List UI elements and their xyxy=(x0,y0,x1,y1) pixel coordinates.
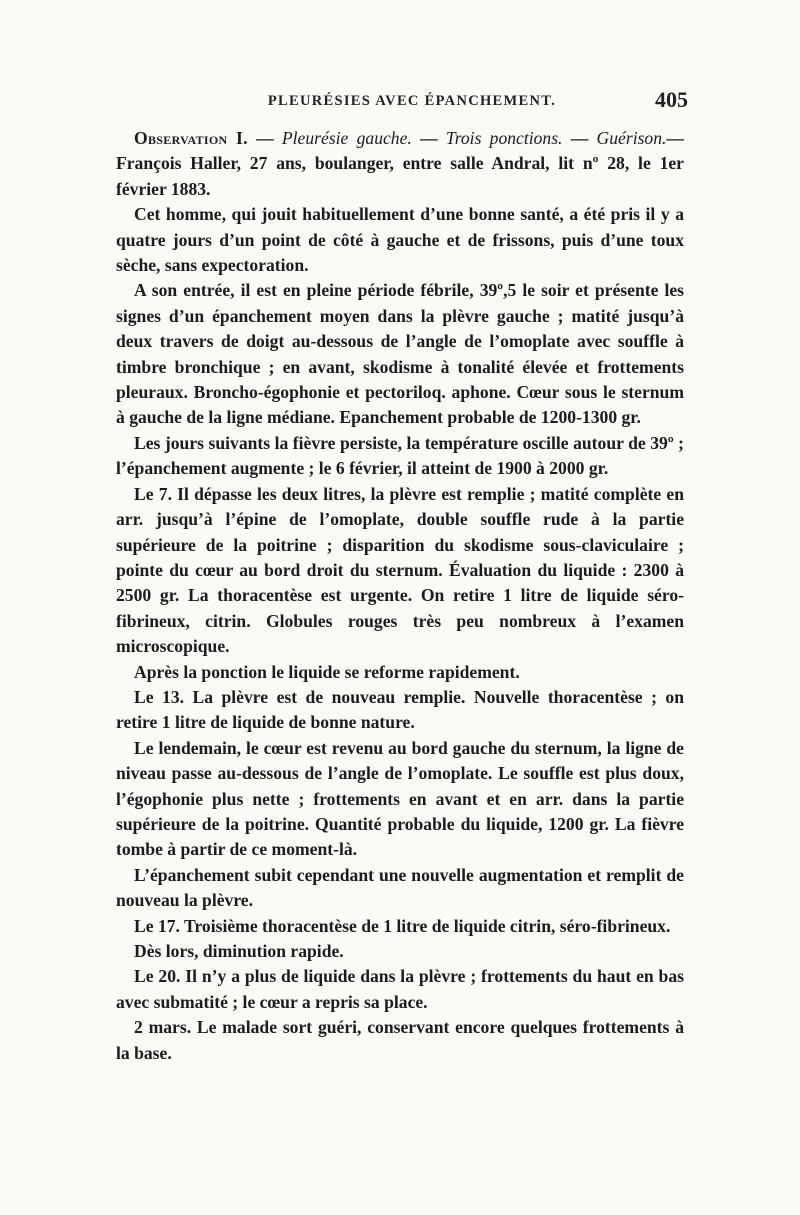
paragraph: Le 17. Troisième thoracentèse de 1 litre de liquide citrin, séro-fibrineux. xyxy=(134,915,671,936)
running-title: PLEURÉSIES AVEC ÉPANCHEMENT. xyxy=(267,93,557,109)
observation-outcome: Guérison. xyxy=(596,128,667,148)
paragraph: Le lendemain, le cœur est revenu au bord gauche du sternum, la ligne de niveau passe au-dessous de l’angle de l’omoplate. Le souffle est plus doux, l’égophonie plus nette ; frottements en avant et en arr. dans la partie supérieure de la poitrine. Quantité probable du liquide, 1200 gr. La fièvre tombe à partir de ce moment-là. xyxy=(116,737,684,860)
paragraph: Le 7. Il dépasse les deux litres, la plèvre est remplie ; matité complète en arr. jusqu’à l’épine de l’omoplate, double souffle rude à la partie supérieure de la poitrine ; disparition du skodisme sous-claviculaire ; pointe du cœur au bord droit du sternum. Évaluation du liquide : 2300 à 2500 gr. La thoracentèse est urgente. On retire 1 litre de liquide séro-fibrineux, citrin. Globules rouges très peu nombreux à l’examen microscopique. xyxy=(116,483,684,657)
page-number: 405 xyxy=(655,87,688,112)
paragraph: Cet homme, qui jouit habituellement d’une bonne santé, a été pris il y a quatre jours d’un point de côté à gauche et de frissons, puis d’une toux sèche, sans expectoration. xyxy=(116,204,684,276)
paragraph: Le 13. La plèvre est de nouveau remplie. Nouvelle thoracentèse ; on retire 1 litre de liquide de bonne nature. xyxy=(116,686,684,733)
title-separator: — xyxy=(411,128,446,148)
title-separator: — xyxy=(666,128,685,148)
observation-procedure: Trois ponctions. xyxy=(445,128,563,148)
paragraph: Les jours suivants la fièvre persiste, la température oscille autour de 39º ; l’épanchement augmente ; le 6 février, il atteint de 1900 à 2000 gr. xyxy=(116,432,684,479)
paragraph: Le 20. Il n’y a plus de liquide dans la plèvre ; frottements du haut en bas avec submatité ; le cœur a repris sa place. xyxy=(116,966,684,1012)
title-separator: — xyxy=(247,128,282,148)
observation-label: Observation I. xyxy=(134,128,248,148)
paragraph: L’épanchement subit cependant une nouvelle augmentation et remplit de nouveau la plèvre. xyxy=(116,864,684,911)
paragraph: Après la ponction le liquide se reforme rapidement. xyxy=(134,661,520,682)
paragraph: A son entrée, il est en pleine période fébrile, 39º,5 le soir et présente les signes d’un épanchement moyen dans la plèvre gauche ; matité jusqu’à deux travers de doigt au-dessous de l’angle de l’omoplate avec souffle à timbre bronchique ; en avant, skodisme à tonalité élevée et frottements pleuraux. Broncho-égophonie et pectoriloq. aphone. Cœur sous le sternum à gauche de la ligne médiane. Epanchement probable de 1200-1300 gr. xyxy=(116,280,684,428)
page-body xyxy=(116,126,684,1066)
paragraph: Dès lors, diminution rapide. xyxy=(134,941,344,961)
page-header xyxy=(116,87,688,119)
paragraph: 2 mars. Le malade sort guéri, conservant encore quelques frottements à la base. xyxy=(116,1017,684,1063)
title-separator: — xyxy=(562,128,597,148)
observation-intro: François Haller, 27 ans, boulanger, entre salle Andral, lit nº 28, le 1er février 1883. xyxy=(116,153,684,199)
observation-heading xyxy=(116,126,684,202)
observation-diagnosis: Pleurésie gauche. xyxy=(281,128,412,148)
